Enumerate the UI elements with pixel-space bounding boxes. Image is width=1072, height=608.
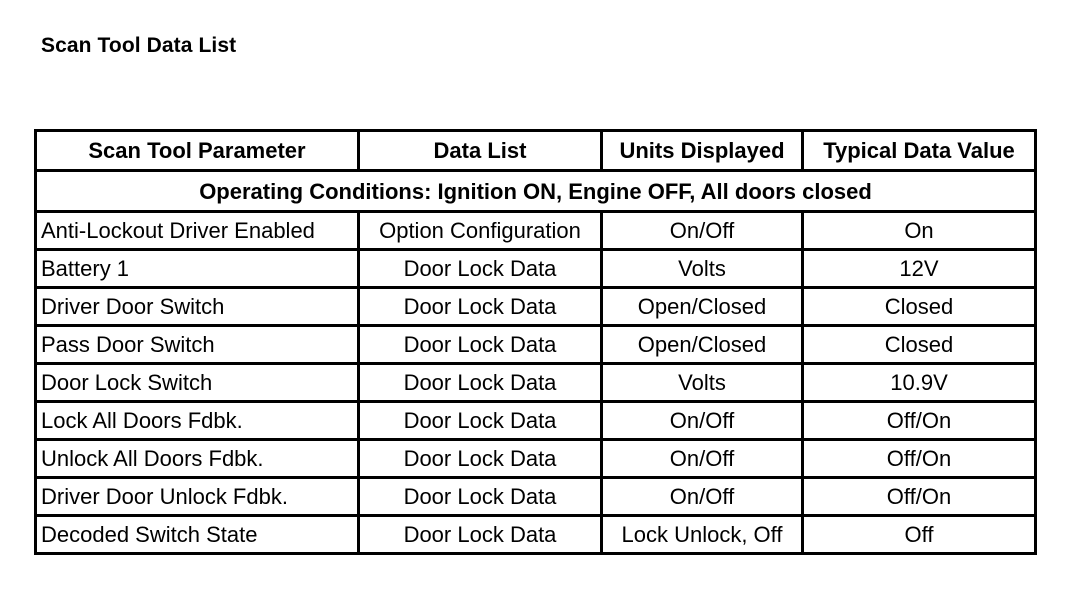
column-header-units: Units Displayed bbox=[602, 131, 803, 171]
cell-data-list: Door Lock Data bbox=[359, 440, 602, 478]
column-header-data-list: Data List bbox=[359, 131, 602, 171]
column-header-parameter: Scan Tool Parameter bbox=[36, 131, 359, 171]
cell-units: Lock Unlock, Off bbox=[602, 516, 803, 554]
cell-units: On/Off bbox=[602, 478, 803, 516]
operating-conditions-row bbox=[36, 171, 1036, 212]
cell-parameter: Decoded Switch State bbox=[36, 516, 359, 554]
table-header-row bbox=[36, 131, 1036, 171]
cell-typical-value: Closed bbox=[803, 288, 1036, 326]
cell-data-list: Door Lock Data bbox=[359, 288, 602, 326]
table-row bbox=[36, 326, 1036, 364]
cell-typical-value: On bbox=[803, 212, 1036, 250]
cell-units: On/Off bbox=[602, 402, 803, 440]
table-row bbox=[36, 364, 1036, 402]
cell-data-list: Door Lock Data bbox=[359, 516, 602, 554]
cell-units: On/Off bbox=[602, 440, 803, 478]
table-row bbox=[36, 402, 1036, 440]
cell-data-list: Door Lock Data bbox=[359, 250, 602, 288]
table-row bbox=[36, 250, 1036, 288]
cell-typical-value: 10.9V bbox=[803, 364, 1036, 402]
cell-units: Volts bbox=[602, 250, 803, 288]
cell-parameter: Driver Door Switch bbox=[36, 288, 359, 326]
table-row bbox=[36, 516, 1036, 554]
cell-units: Open/Closed bbox=[602, 288, 803, 326]
operating-conditions: Operating Conditions: Ignition ON, Engine OFF, All doors closed bbox=[36, 171, 1036, 212]
cell-typical-value: Off/On bbox=[803, 440, 1036, 478]
cell-units: On/Off bbox=[602, 212, 803, 250]
cell-parameter: Anti-Lockout Driver Enabled bbox=[36, 212, 359, 250]
column-header-typical-value: Typical Data Value bbox=[803, 131, 1036, 171]
cell-typical-value: Off/On bbox=[803, 402, 1036, 440]
cell-typical-value: Off bbox=[803, 516, 1036, 554]
cell-parameter: Door Lock Switch bbox=[36, 364, 359, 402]
cell-data-list: Door Lock Data bbox=[359, 478, 602, 516]
cell-parameter: Lock All Doors Fdbk. bbox=[36, 402, 359, 440]
cell-units: Open/Closed bbox=[602, 326, 803, 364]
cell-typical-value: Off/On bbox=[803, 478, 1036, 516]
cell-data-list: Door Lock Data bbox=[359, 402, 602, 440]
cell-data-list: Door Lock Data bbox=[359, 326, 602, 364]
cell-parameter: Driver Door Unlock Fdbk. bbox=[36, 478, 359, 516]
table-row bbox=[36, 212, 1036, 250]
cell-parameter: Unlock All Doors Fdbk. bbox=[36, 440, 359, 478]
cell-typical-value: 12V bbox=[803, 250, 1036, 288]
page-title: Scan Tool Data List bbox=[41, 34, 237, 57]
cell-parameter: Pass Door Switch bbox=[36, 326, 359, 364]
cell-data-list: Option Configuration bbox=[359, 212, 602, 250]
table-row bbox=[36, 288, 1036, 326]
cell-data-list: Door Lock Data bbox=[359, 364, 602, 402]
scan-tool-data-table bbox=[34, 129, 1037, 555]
cell-typical-value: Closed bbox=[803, 326, 1036, 364]
cell-units: Volts bbox=[602, 364, 803, 402]
cell-parameter: Battery 1 bbox=[36, 250, 359, 288]
table-row bbox=[36, 478, 1036, 516]
table-row bbox=[36, 440, 1036, 478]
